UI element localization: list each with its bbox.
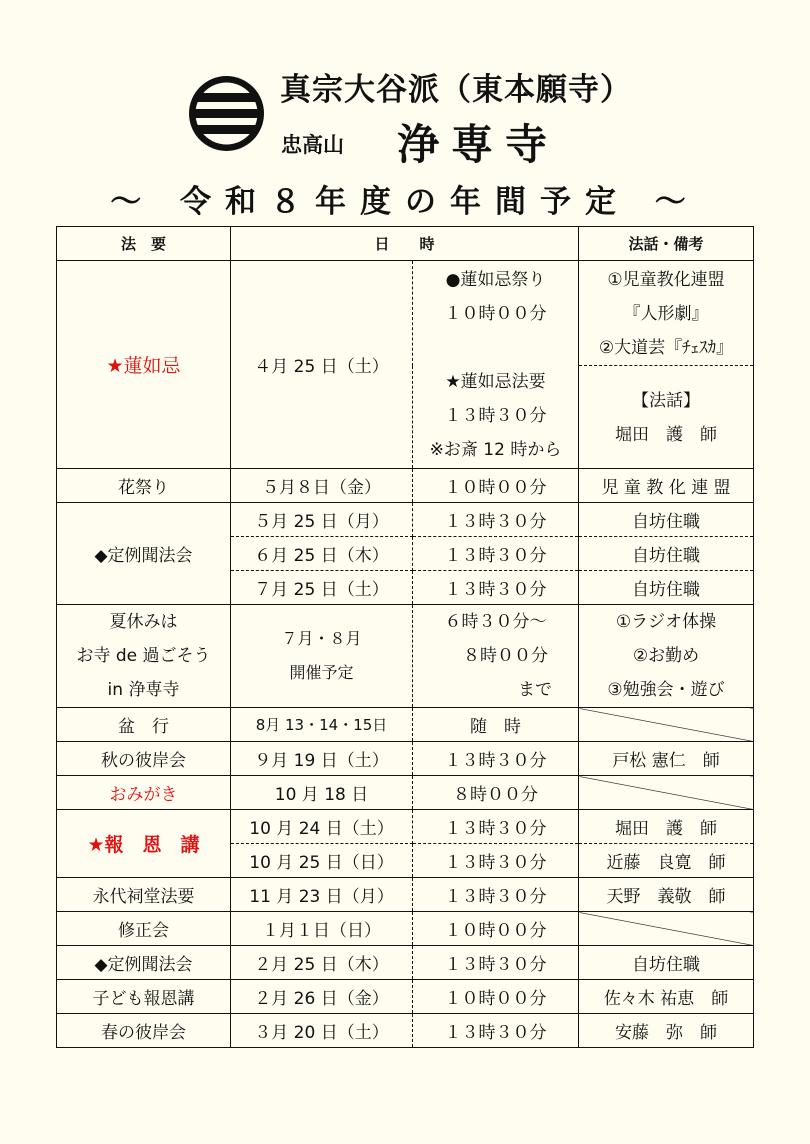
event-time: １０時００分 (413, 912, 579, 946)
table-row (57, 742, 754, 776)
table-row (57, 776, 754, 810)
name-line: in 浄専寺 (107, 680, 180, 700)
table-row (57, 980, 754, 1014)
event-time: ８時００分 (413, 776, 579, 810)
event-note: 近藤 良寛 師 (579, 844, 754, 878)
page-title: ～ 令和８年度の年間予定 ～ (110, 184, 700, 220)
event-name: 春の彼岸会 (57, 1014, 231, 1048)
note-renyo-top (579, 261, 754, 366)
name-line: 夏休みは (109, 612, 178, 632)
date-line: ７月・８月 (281, 629, 362, 648)
event-date: ６月 25 日（木） (231, 537, 413, 571)
table-header-row (57, 227, 754, 261)
event-note: 天野 義敬 師 (579, 878, 754, 912)
time-line: ６時３０分～ (444, 612, 547, 632)
event-date: ２月 26 日（金） (231, 980, 413, 1014)
header-datetime: 日 時 (231, 227, 579, 261)
event-note-empty (579, 912, 754, 946)
time-line: まで (518, 680, 553, 700)
time-line: ８時００分 (463, 646, 548, 666)
event-note: 戸松 憲仁 師 (579, 742, 754, 776)
time-line: ※お斎 12 時から (429, 440, 562, 460)
event-date-summer (231, 605, 413, 708)
event-time: １３時３０分 (413, 844, 579, 878)
table-row (57, 261, 754, 366)
event-time-summer (413, 605, 579, 708)
event-name: 盆 行 (57, 708, 231, 742)
event-note: 安藤 弥 師 (579, 1014, 754, 1048)
date-renyo: ４月 25 日（土） (231, 261, 413, 469)
event-name-summer (57, 605, 231, 708)
note-line: ①ラジオ体操 (615, 612, 717, 632)
table-row (57, 912, 754, 946)
event-date: 10 月 18 日 (231, 776, 413, 810)
event-time: １０時００分 (413, 469, 579, 503)
event-time: １３時３０分 (413, 1014, 579, 1048)
event-note: 自坊住職 (579, 537, 754, 571)
event-time: １３時３０分 (413, 946, 579, 980)
time-line: ●蓮如忌祭り (445, 270, 546, 290)
event-time: １３時３０分 (413, 810, 579, 844)
note-line: ②大道芸『ﾁｪｽｶ』 (598, 338, 734, 358)
event-note-empty (579, 776, 754, 810)
event-hoonko: ★報 恩 講 (57, 810, 231, 878)
event-note: 自坊住職 (579, 571, 754, 605)
event-date: 8月 13・14・15日 (231, 708, 413, 742)
schedule-table (56, 226, 754, 1048)
event-date: 11 月 23 日（月） (231, 878, 413, 912)
event-note-empty (579, 708, 754, 742)
event-time: １３時３０分 (413, 503, 579, 537)
event-time: １３時３０分 (413, 537, 579, 571)
event-name: ◆定例聞法会 (57, 946, 231, 980)
table-row (57, 1014, 754, 1048)
note-renyo-bottom (579, 366, 754, 469)
table-row (57, 708, 754, 742)
event-name: ◆定例聞法会 (57, 503, 231, 605)
note-line: ①児童教化連盟 (607, 270, 725, 290)
table-row (57, 810, 754, 844)
event-date: ５月 25 日（月） (231, 503, 413, 537)
table-row (57, 503, 754, 537)
event-renyo: ★蓮如忌 (57, 261, 231, 469)
time-renyo (413, 261, 579, 469)
table-row (57, 946, 754, 980)
event-date: ３月 20 日（土） (231, 1014, 413, 1048)
note-line: 『人形劇』 (623, 304, 709, 324)
table-row (57, 469, 754, 503)
time-line: １３時３０分 (444, 406, 547, 426)
time-line: １０時００分 (444, 304, 547, 324)
name-line: お寺 de 過ごそう (76, 646, 211, 666)
event-date: 10 月 24 日（土） (231, 810, 413, 844)
event-date: １月１日（日） (231, 912, 413, 946)
event-date: ９月 19 日（土） (231, 742, 413, 776)
event-name: 秋の彼岸会 (57, 742, 231, 776)
header-notes: 法話・備考 (579, 227, 754, 261)
event-time: 随 時 (413, 708, 579, 742)
mountain-name: 忠高山 (281, 132, 344, 157)
header-event: 法 要 (57, 227, 231, 261)
event-name: 永代祠堂法要 (57, 878, 231, 912)
event-note-summer (579, 605, 754, 708)
note-line: ②お勤め (632, 646, 700, 666)
event-note: 堀田 護 師 (579, 810, 754, 844)
event-time: １３時３０分 (413, 742, 579, 776)
temple-crest-icon (189, 76, 264, 151)
event-note: 自坊住職 (579, 503, 754, 537)
event-time: １０時００分 (413, 980, 579, 1014)
event-time: １３時３０分 (413, 878, 579, 912)
event-date: ５月８日（金） (231, 469, 413, 503)
event-date: ７月 25 日（土） (231, 571, 413, 605)
event-name: 修正会 (57, 912, 231, 946)
note-line: ③勉強会・遊び (607, 680, 725, 700)
event-name: 子ども報恩講 (57, 980, 231, 1014)
date-line: 開催予定 (289, 663, 354, 682)
event-name: 花祭り (57, 469, 231, 503)
event-date: 10 月 25 日（日） (231, 844, 413, 878)
event-time: １３時３０分 (413, 571, 579, 605)
table-row (57, 605, 754, 708)
event-date: ２月 25 日（木） (231, 946, 413, 980)
event-note: 佐々木 祐恵 師 (579, 980, 754, 1014)
event-name: おみがき (57, 776, 231, 810)
event-note: 自坊住職 (579, 946, 754, 980)
time-line: ★蓮如忌法要 (445, 372, 546, 392)
note-line: 堀田 護 師 (615, 425, 718, 445)
time-line (413, 331, 578, 365)
note-line: 【法話】 (632, 391, 701, 411)
temple-name: 浄専寺 (397, 120, 560, 169)
event-note: 児 童 教 化 連 盟 (579, 469, 754, 503)
sect-name: 真宗大谷派（東本願寺） (280, 72, 632, 108)
table-row (57, 878, 754, 912)
